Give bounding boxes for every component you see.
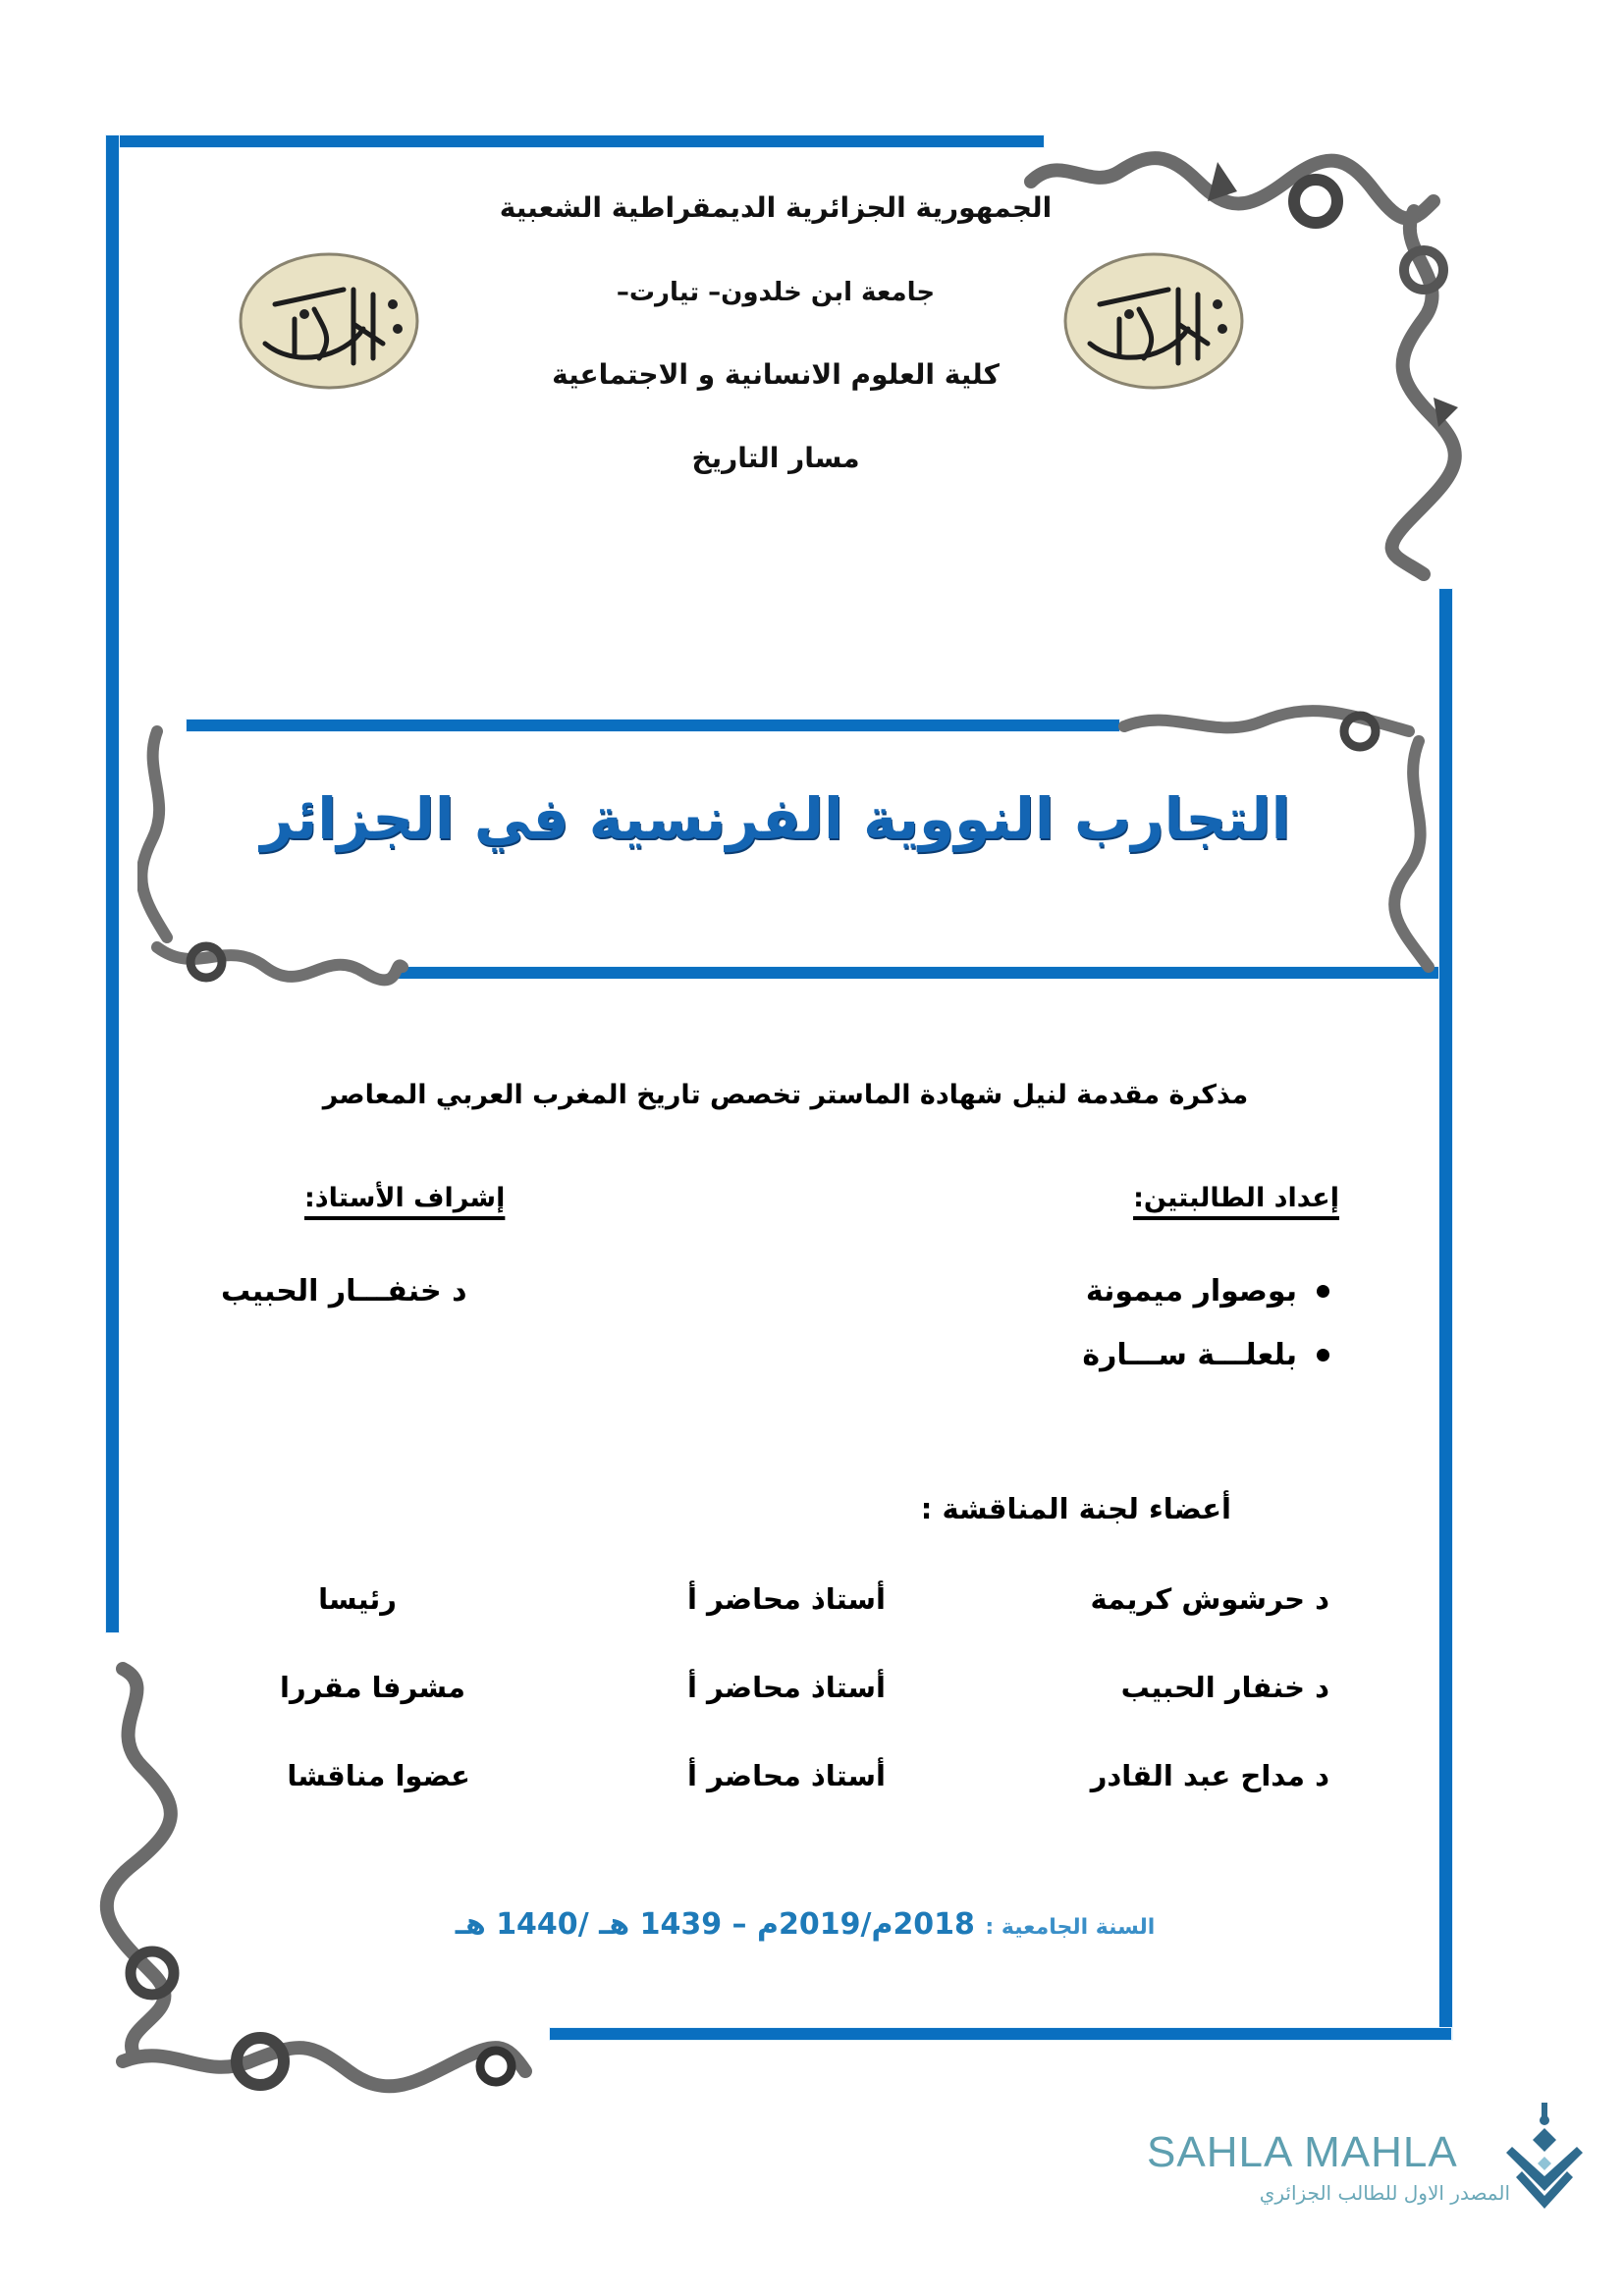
student-name: بلعلـــة ســـارة	[1082, 1338, 1297, 1372]
committee-member-rank: أستاذ محاضر أ	[686, 1582, 886, 1616]
watermark-brand: SAHLA MAHLA	[1147, 2128, 1458, 2176]
ornament-bottom-left-icon	[83, 1649, 555, 2101]
calligraphy-logo-icon	[1502, 2103, 1591, 2211]
bullet-icon	[1317, 1349, 1329, 1362]
bullet-icon	[1317, 1285, 1329, 1298]
track-name: مسار التاريخ	[691, 442, 860, 474]
supervisor-label: إشراف الأستاذ:	[304, 1183, 506, 1213]
thesis-title: التجارب النووية الفرنسية في الجزائر	[260, 785, 1291, 852]
committee-member-rank: أستاذ محاضر أ	[686, 1759, 886, 1792]
academic-year	[363, 1907, 1247, 1942]
committee-member-name: د حرشوش كريمة	[1090, 1582, 1329, 1616]
frame-top-line	[106, 135, 1044, 147]
academic-year-value: 2018م/2019م – 1439 هـ /1440 هـ	[455, 1907, 975, 1942]
committee-member-name: د خنفار الحبيب	[1120, 1671, 1329, 1704]
title-box-left-ornament-icon	[137, 721, 412, 987]
frame-bottom-line	[550, 2028, 1451, 2040]
student-name: بوصوار ميمونة	[1085, 1274, 1297, 1308]
frame-left-line	[106, 135, 119, 1632]
committee-member-name: د مداح عبد القادر	[1090, 1759, 1329, 1792]
country-name: الجمهورية الجزائرية الديمقراطية الشعبية	[499, 191, 1053, 224]
student-item	[1082, 1338, 1329, 1372]
supervisor-name: د خنفـــار الحبيب	[221, 1274, 467, 1308]
student-item	[1086, 1274, 1329, 1308]
university-name: جامعة ابن خلدون– تيارت–	[616, 278, 936, 307]
university-seal-left-icon	[236, 250, 422, 393]
watermark	[1139, 2110, 1551, 2209]
faculty-name: كلية العلوم الانسانية و الاجتماعية	[552, 358, 1000, 391]
committee-member-role: رئيسا	[318, 1582, 397, 1616]
committee-member-rank: أستاذ محاضر أ	[686, 1671, 886, 1704]
committee-member-role: مشرفا مقررا	[280, 1671, 465, 1704]
watermark-tagline: المصدر الاول للطالب الجزائري	[1259, 2181, 1510, 2205]
committee-member-role: عضوا مناقشا	[287, 1759, 470, 1792]
committee-label: أعضاء لجنة المناقشة :	[920, 1492, 1231, 1525]
academic-year-label: السنة الجامعية :	[985, 1915, 1156, 1940]
students-label: إعداد الطالبتين:	[1133, 1183, 1339, 1213]
thesis-description: مذكرة مقدمة لنيل شهادة الماستر تخصص تاريخ المغرب العربي المعاصر	[322, 1080, 1249, 1110]
